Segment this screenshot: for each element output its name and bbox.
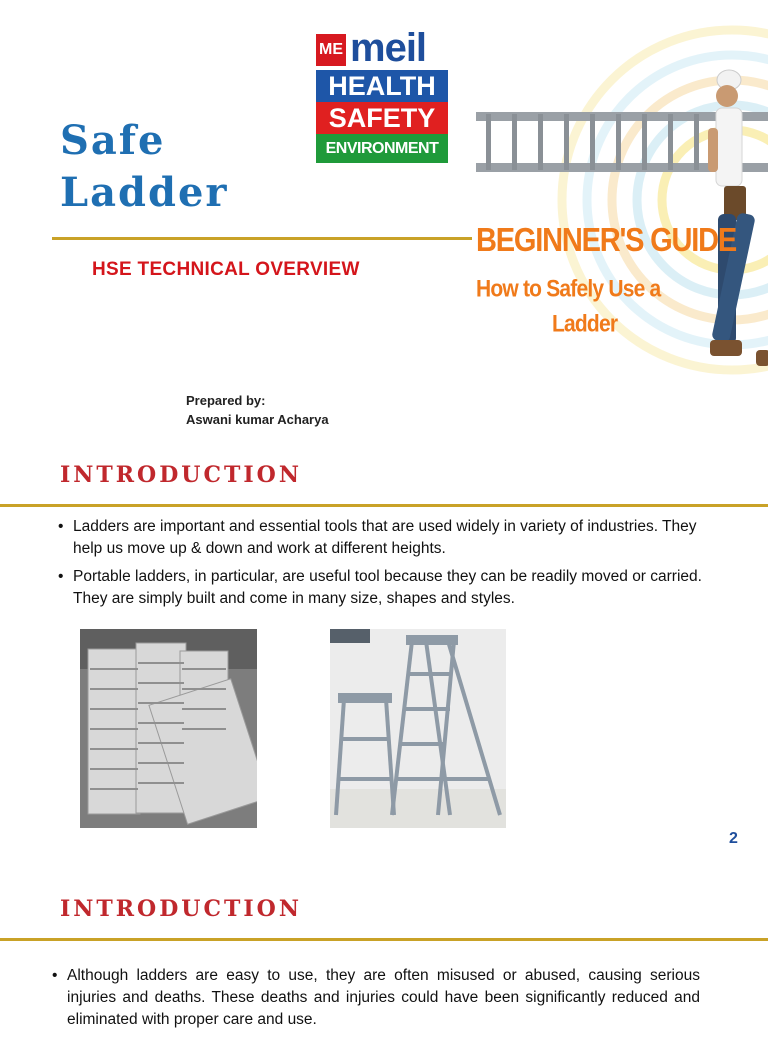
title-divider xyxy=(52,237,472,240)
slide-subtitle: HSE TECHNICAL OVERVIEW xyxy=(92,259,360,280)
intro-heading-1: INTRODUCTION xyxy=(60,462,302,488)
slide-title-line-2: Ladder xyxy=(60,169,229,216)
beginners-guide-illustration xyxy=(472,0,768,440)
meil-hse-logo xyxy=(316,26,448,163)
prepared-by-label: Prepared by: xyxy=(186,393,266,408)
intro-bullet: • Portable ladders, in particular, are useful tool because they can be readily moved or carried. They are simply built and come in many size, shapes and styles. xyxy=(58,566,718,610)
meil-logo-mark: ME xyxy=(316,34,346,66)
guide-subline-2: Ladder xyxy=(552,311,618,338)
page-number: 2 xyxy=(729,830,738,847)
intro-divider-1 xyxy=(0,504,768,507)
logo-environment-band: ENVIRONMENT xyxy=(316,134,448,163)
intro-divider-2 xyxy=(0,938,768,941)
slide-title-line-1: Safe xyxy=(60,117,166,164)
guide-headline: BEGINNER'S GUIDE xyxy=(476,222,737,259)
meil-logo-text: meil xyxy=(350,26,427,70)
logo-health-band: HEALTH xyxy=(316,70,448,102)
stacked-ladders-photo xyxy=(80,629,257,828)
logo-safety-band: SAFETY xyxy=(316,102,448,134)
guide-subline-1: How to Safely Use a xyxy=(476,276,661,303)
intro-bullet-list-2 xyxy=(52,965,700,1037)
author-name: Aswani kumar Acharya xyxy=(186,412,329,427)
step-ladders-photo xyxy=(330,629,506,828)
intro-heading-2: INTRODUCTION xyxy=(60,896,302,922)
intro-bullet: • Although ladders are easy to use, they are often misused or abused, causing serious injuries and deaths. These deaths and injuries could have been significantly reduced and eliminated with proper care and use. xyxy=(52,965,700,1031)
guide-artwork xyxy=(472,0,768,440)
intro-bullet-list-1 xyxy=(58,516,718,616)
intro-bullet: • Ladders are important and essential tools that are used widely in variety of industries. They help us move up & down and work at different heights. xyxy=(58,516,718,560)
